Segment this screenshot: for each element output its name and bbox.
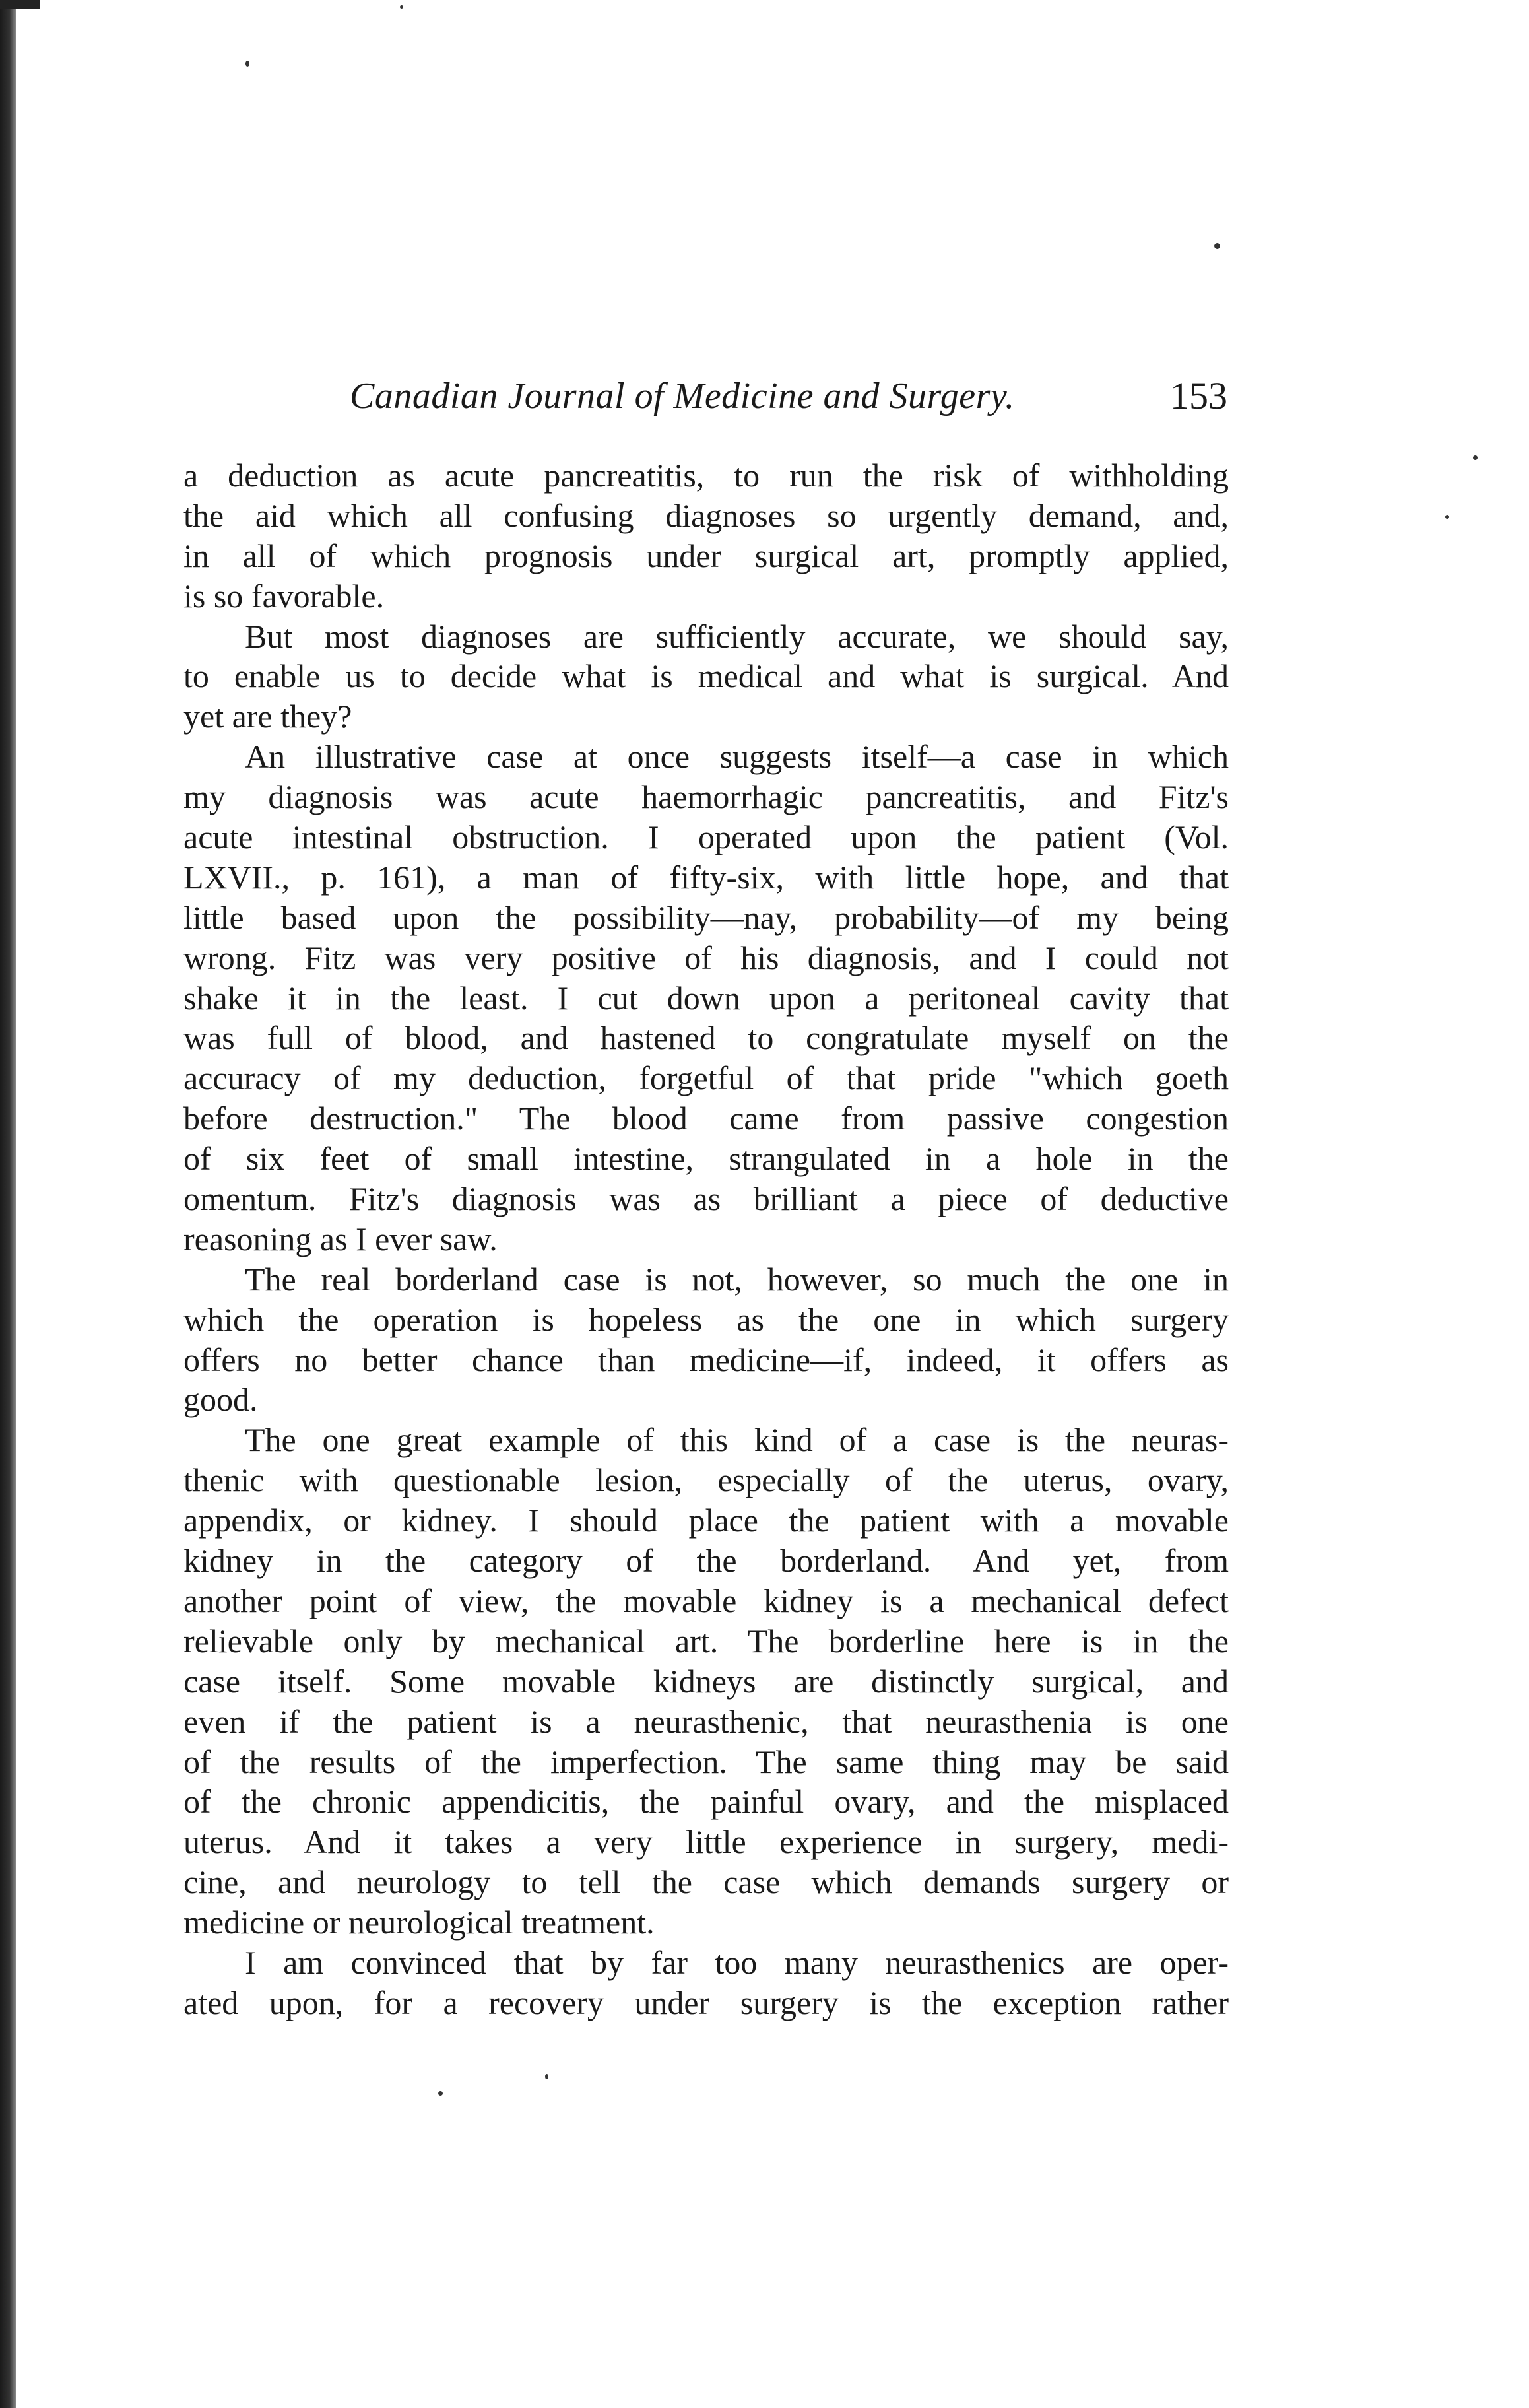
text-line: of the chronic appendicitis, the painful ovary, and the misplaced xyxy=(183,1783,1229,1821)
scan-speck xyxy=(1445,515,1449,519)
text-line: which the operation is hopeless as the one in which surgery xyxy=(183,1300,1229,1338)
scan-speck xyxy=(400,5,403,9)
text-line: shake it in the least. I cut down upon a peritoneal cavity that xyxy=(183,979,1229,1017)
scan-speck xyxy=(245,61,249,67)
text-line: even if the patient is a neurasthenic, that neurasthenia is one xyxy=(183,1702,1229,1740)
text-line: another point of view, the movable kidney is a mechanical defect xyxy=(183,1582,1229,1619)
text-line: LXVII., p. 161), a man of fifty-six, with little hope, and that xyxy=(183,858,1229,896)
text-line: a deduction as acute pancreatitis, to run the risk of withholding xyxy=(183,457,1229,494)
page-header xyxy=(350,370,1227,422)
text-line: is so favorable. xyxy=(183,577,385,615)
text-line: appendix, or kidney. I should place the patient with a movable xyxy=(183,1502,1229,1539)
text-line: medicine or neurological treatment. xyxy=(183,1904,655,1941)
text-line: uterus. And it takes a very little experience in surgery, medi- xyxy=(183,1823,1229,1861)
paragraph xyxy=(183,1943,1229,2023)
text-line: The one great example of this kind of a case is the neuras- xyxy=(245,1421,1229,1459)
scan-speck xyxy=(1214,243,1220,249)
text-line: my diagnosis was acute haemorrhagic pancreatitis, and Fitz's xyxy=(183,778,1229,816)
book-spine-shadow xyxy=(0,0,16,2408)
text-line: The real borderland case is not, however, so much the one in xyxy=(245,1260,1229,1298)
text-line: omentum. Fitz's diagnosis was as brilliant a piece of deductive xyxy=(183,1180,1229,1218)
text-line: cine, and neurology to tell the case which demands surgery or xyxy=(183,1863,1229,1901)
text-line: acute intestinal obstruction. I operated upon the patient (Vol. xyxy=(183,819,1229,856)
text-line: of six feet of small intestine, strangulated in a hole in the xyxy=(183,1140,1229,1178)
text-line: I am convinced that by far too many neurasthenics are oper- xyxy=(245,1943,1229,1981)
text-line: the aid which all confusing diagnoses so urgently demand, and, xyxy=(183,496,1229,534)
paragraph xyxy=(183,617,1229,737)
paragraph xyxy=(183,455,1229,617)
text-line: An illustrative case at once suggests itself—a case in which xyxy=(245,738,1229,776)
text-line: kidney in the category of the borderland. And yet, from xyxy=(183,1542,1229,1580)
text-line: But most diagnoses are sufficiently accurate, we should say, xyxy=(245,617,1229,655)
scan-edge-mark xyxy=(0,0,40,9)
text-line: good. xyxy=(183,1381,258,1419)
paragraph xyxy=(183,737,1229,1259)
text-line: reasoning as I ever saw. xyxy=(183,1220,498,1257)
body-text xyxy=(183,455,1229,2023)
running-title: Canadian Journal of Medicine and Surgery. xyxy=(350,376,1015,417)
text-line: wrong. Fitz was very positive of his diagnosis, and I could not xyxy=(183,939,1229,976)
text-line: was full of blood, and hastened to congratulate myself on the xyxy=(183,1019,1229,1057)
text-line: accuracy of my deduction, forgetful of that pride "which goeth xyxy=(183,1059,1229,1097)
text-line: offers no better chance than medicine—if, indeed, it offers as xyxy=(183,1341,1229,1378)
text-line: ated upon, for a recovery under surgery is the exception rather xyxy=(183,1984,1229,2021)
text-line: yet are they? xyxy=(183,698,352,735)
scan-speck xyxy=(1473,455,1478,460)
paragraph xyxy=(183,1420,1229,1943)
text-line: to enable us to decide what is medical and what is surgical. And xyxy=(183,657,1229,695)
text-line: of the results of the imperfection. The same thing may be said xyxy=(183,1743,1229,1780)
text-line: in all of which prognosis under surgical art, promptly applied, xyxy=(183,537,1229,574)
scan-speck xyxy=(545,2074,548,2079)
text-line: relievable only by mechanical art. The borderline here is in the xyxy=(183,1622,1229,1659)
page-number: 153 xyxy=(1170,374,1227,417)
scan-speck xyxy=(438,2091,443,2096)
text-line: thenic with questionable lesion, especially of the uterus, ovary, xyxy=(183,1461,1229,1499)
paragraph xyxy=(183,1259,1229,1421)
text-line: before destruction." The blood came from passive congestion xyxy=(183,1100,1229,1137)
text-line: little based upon the possibility—nay, probability—of my being xyxy=(183,898,1229,936)
text-line: case itself. Some movable kidneys are distinctly surgical, and xyxy=(183,1662,1229,1700)
